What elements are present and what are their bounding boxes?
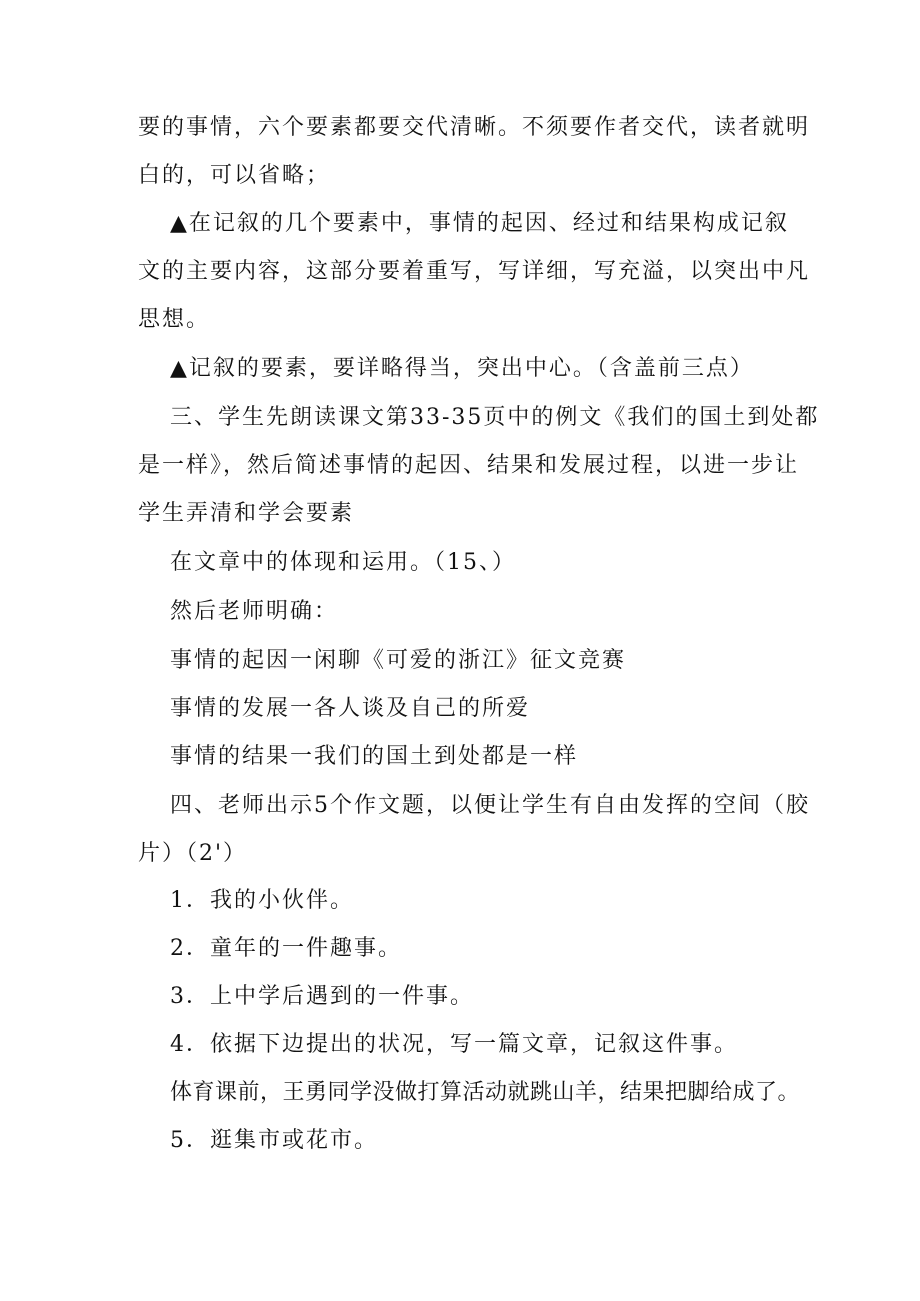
text-line-12: 事情的起因一闲聊《可爱的浙江》征文竞赛 — [170, 648, 627, 673]
list-item-3: 3．上中学后遇到的一件事。 — [170, 984, 474, 1009]
text-line-14: 事情的结果一我们的国土到处都是一样 — [170, 744, 579, 769]
text-line-6: ▲记叙的要素，要详略得当，突出中心。（含盖前三点） — [170, 356, 754, 381]
list-item-2: 2．童年的一件趣事。 — [170, 936, 402, 961]
text-line-5: 思想。 — [138, 307, 211, 332]
text-line-21: 体育课前，王勇同学没做打算活动就跳山羊，结果把脚给成了。 — [170, 1080, 801, 1105]
text-line-15: 四、老师出示5个作文题，以便让学生有自由发挥的空间（胶 — [170, 793, 810, 818]
text-line-10: 在文章中的体现和运用。（15、） — [170, 550, 516, 575]
text-line-13: 事情的发展一各人谈及自己的所爱 — [170, 696, 531, 721]
text-line-16: 片）（2'） — [138, 841, 248, 866]
text-line-1: 要的事情，六个要素都要交代清晰。不须要作者交代，读者就明 — [138, 115, 811, 140]
text-line-11: 然后老师明确： — [170, 599, 339, 624]
list-item-4: 4．依据下边提出的状况，写一篇文章，记叙这件事。 — [170, 1032, 738, 1057]
text-line-9: 学生弄清和学会要素 — [138, 501, 355, 526]
list-item-1: 1．我的小伙伴。 — [170, 888, 354, 913]
text-line-4: 文的主要内容，这部分要着重写，写详细，写充溢，以突出中凡 — [138, 259, 811, 284]
text-line-3: ▲在记叙的几个要素中，事情的起因、经过和结果构成记叙 — [170, 211, 789, 236]
text-line-8: 是一样》，然后简述事情的起因、结果和发展过程，以进一步让 — [138, 453, 800, 478]
text-line-2: 白的，可以省略； — [138, 163, 331, 188]
list-item-5: 5．逛集市或花市。 — [170, 1128, 378, 1153]
text-line-7: 三、学生先朗读课文第33-35页中的例文《我们的国土到处都 — [170, 405, 820, 430]
